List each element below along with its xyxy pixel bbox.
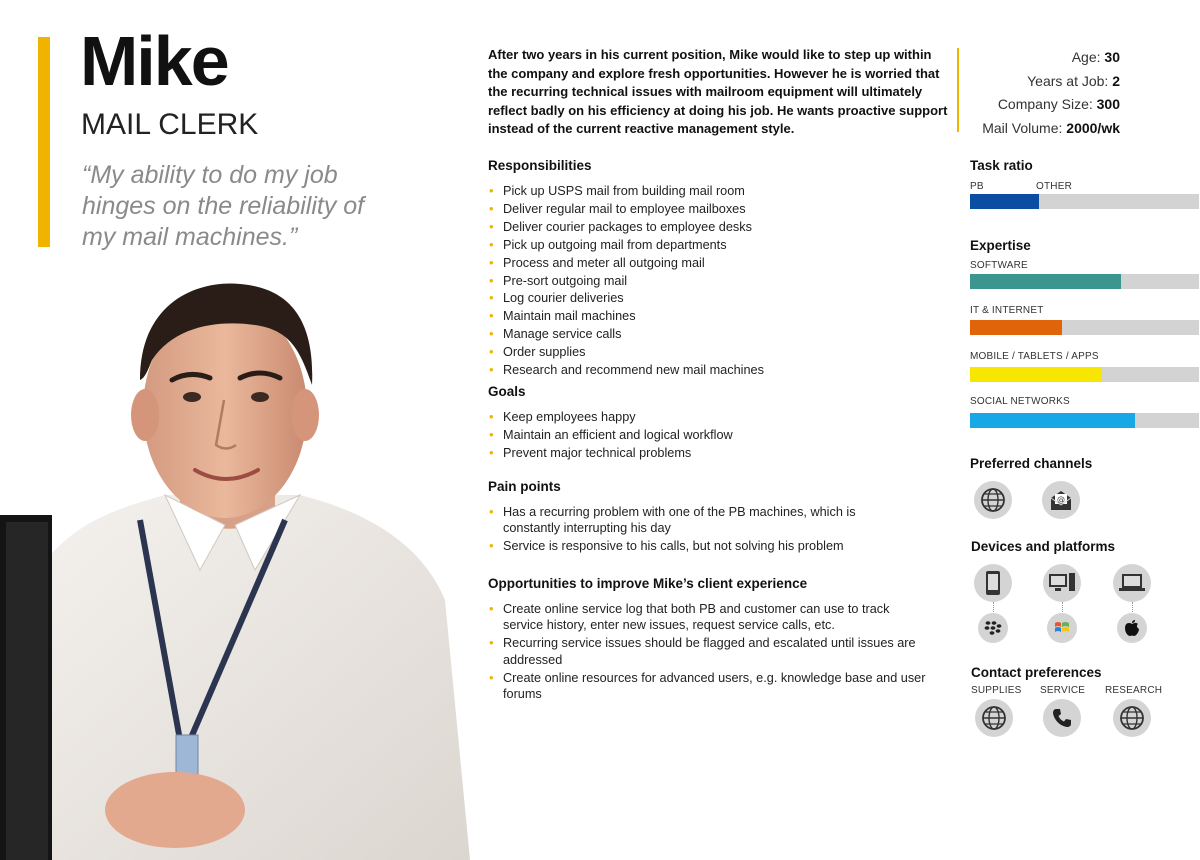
opportunities-section (488, 576, 938, 704)
expertise-label-mobile: MOBILE / TABLETS / APPS (970, 351, 1099, 362)
globe-icon (975, 699, 1013, 737)
list-item: • Manage service calls (488, 326, 938, 342)
contact-label-research: RESEARCH (1105, 685, 1163, 696)
list-item: • Pre-sort outgoing mail (488, 273, 938, 289)
phone-icon (1043, 699, 1081, 737)
list-item: • Keep employees happy (488, 409, 938, 425)
persona-role: MAIL CLERK (81, 108, 259, 141)
pain-points-section (488, 479, 938, 556)
stat-mail-volume: Mail Volume: 2000/wk (982, 119, 1120, 136)
expertise-section (970, 238, 1031, 253)
globe-icon (974, 481, 1012, 519)
stat-company-size: Company Size: 300 (997, 96, 1120, 112)
contact-label-service: SERVICE (1040, 685, 1086, 696)
stat-age: Age: 30 (1071, 49, 1120, 65)
svg-text:@: @ (1057, 495, 1065, 504)
expertise-title: Expertise (970, 238, 1031, 253)
task-ratio-bar (970, 194, 1199, 209)
blackberry-icon (978, 613, 1008, 643)
mobile-phone-icon (974, 564, 1012, 602)
task-ratio-section (970, 158, 1033, 173)
list-item: • Service is responsive to his calls, but not solving his problem (488, 538, 888, 554)
contact-title: Contact preferences (971, 665, 1102, 680)
preferred-channels-section (970, 456, 1092, 471)
goals-title: Goals (488, 384, 526, 399)
list-item: • Log courier deliveries (488, 290, 938, 306)
opportunities-title: Opportunities to improve Mike’s client experience (488, 576, 808, 591)
persona-stats (982, 46, 1120, 140)
list-item: • Research and recommend new mail machines (488, 362, 938, 378)
devices-section (971, 539, 1115, 554)
persona-quote: “My ability to do my job hinges on the reliability of my mail machines.” (82, 161, 365, 251)
stat-years-at-job: Years at Job: 2 (1027, 72, 1120, 89)
expertise-bar-social (970, 413, 1199, 428)
list-item: • Process and meter all outgoing mail (488, 255, 938, 271)
list-item: • Deliver regular mail to employee mailboxes (488, 201, 938, 217)
list-item: • Maintain mail machines (488, 308, 938, 324)
expertise-label-social: SOCIAL NETWORKS (970, 396, 1070, 407)
contact-section (971, 665, 1102, 680)
persona-intro: After two years in his current position, Mike would like to step up within the company and explore fresh opportunities. However he is worried that the recurring technical issues with mailroom equipment will ultimately reflect badly on his efficiency at doing his job. He wants proactive support instead of the current reactive management style. (488, 47, 948, 136)
list-item: • Pick up USPS mail from building mail room (488, 183, 938, 199)
goals-section (488, 384, 938, 463)
list-item: • Maintain an efficient and logical workflow (488, 427, 938, 443)
list-item: • Create online resources for advanced users, e.g. knowledge base and user forums (488, 670, 928, 703)
laptop-icon (1113, 564, 1151, 602)
task-ratio-pb-label: PB (970, 181, 984, 192)
list-item: • Recurring service issues should be flagged and escalated until issues are addressed (488, 635, 928, 668)
accent-bar (38, 37, 50, 247)
email-icon (1042, 481, 1080, 519)
expertise-fill-software (970, 274, 1121, 289)
list-item: • Pick up outgoing mail from departments (488, 237, 938, 253)
expertise-label-it-internet: IT & INTERNET (970, 305, 1044, 316)
persona-photo (0, 270, 475, 860)
list-item: • Has a recurring problem with one of the PB machines, which is constantly interrupting his day (488, 504, 888, 537)
list-item: • Deliver courier packages to employee desks (488, 219, 938, 235)
expertise-fill-mobile (970, 367, 1101, 382)
persona-name: Mike (80, 22, 228, 100)
responsibilities-title: Responsibilities (488, 158, 592, 173)
list-item: • Prevent major technical problems (488, 445, 938, 461)
stats-divider (957, 48, 959, 132)
task-ratio-other-label: OTHER (1036, 181, 1072, 192)
expertise-bar-mobile (970, 367, 1199, 382)
globe-icon (1113, 699, 1151, 737)
pain-points-title: Pain points (488, 479, 561, 494)
contact-label-supplies: SUPPLIES (971, 685, 1022, 696)
expertise-label-software: SOFTWARE (970, 260, 1028, 271)
list-item: • Create online service log that both PB and customer can use to track service history, enter new issues, request service calls, etc. (488, 601, 928, 634)
list-item: • Order supplies (488, 344, 938, 360)
apple-icon (1117, 613, 1147, 643)
windows-icon (1047, 613, 1077, 643)
task-ratio-pb-fill (970, 194, 1039, 209)
expertise-bar-it-internet (970, 320, 1199, 335)
devices-title: Devices and platforms (971, 539, 1116, 554)
preferred-channels-title: Preferred channels (970, 456, 1093, 471)
expertise-bar-software (970, 274, 1199, 289)
task-ratio-title: Task ratio (970, 158, 1033, 173)
desktop-computer-icon (1043, 564, 1081, 602)
expertise-fill-it-internet (970, 320, 1062, 335)
expertise-fill-social (970, 413, 1135, 428)
responsibilities-section (488, 158, 938, 380)
